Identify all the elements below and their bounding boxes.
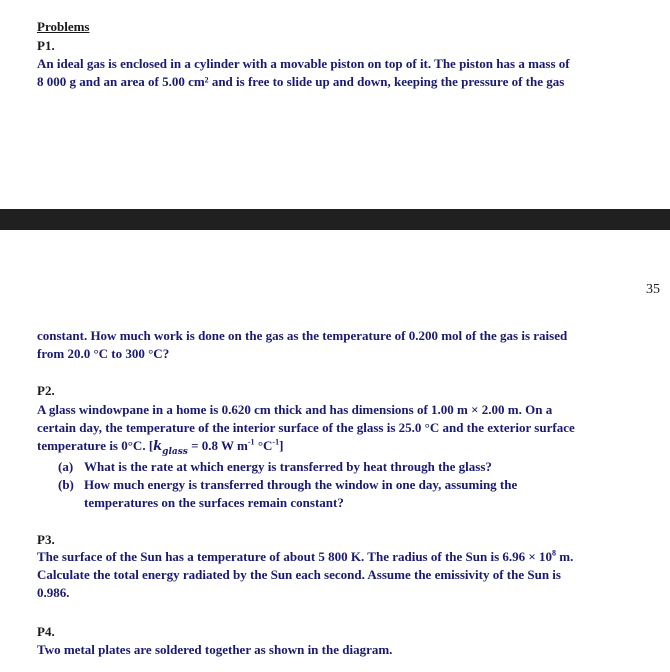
problem-text-p4: Two metal plates are soldered together as shown in the diagram.	[37, 642, 393, 657]
subquestion-text: How much energy is transferred through the window in one day, assuming the	[84, 477, 518, 492]
text-line: An ideal gas is enclosed in a cylinder with a movable piston on top of it. The piston has a mass of	[37, 56, 570, 71]
text-line: from 20.0 °C to 300 °C?	[37, 346, 170, 361]
text-line: Calculate the total energy radiated by the Sun each second. Assume the emissivity of the Sun is	[37, 567, 561, 582]
problem-text-p3	[37, 548, 659, 602]
problem-label-p1: P1.	[37, 38, 55, 53]
problem-text-p1	[37, 55, 657, 91]
text-line-with-exponent	[37, 548, 659, 566]
text-line: certain day, the temperature of the interior surface of the glass is 25.0 °C and the exterior surface	[37, 420, 575, 435]
text-line-with-formula	[37, 437, 659, 456]
problem-label-p2: P2.	[37, 383, 55, 398]
text-line: 8 000 g and an area of 5.00 cm² and is free to slide up and down, keeping the pressure of the gas	[37, 74, 565, 89]
problem-text-p2	[37, 401, 659, 456]
page-break-bar	[0, 209, 670, 230]
page-number: 35	[646, 282, 660, 297]
text-line: constant. How much work is done on the gas as the temperature of 0.200 mol of the gas is raised	[37, 328, 568, 343]
problem-label-p4: P4.	[37, 624, 55, 639]
subquestion-label: (b)	[58, 477, 74, 492]
exponent: -1	[247, 437, 255, 447]
k-subscript: glass	[162, 446, 188, 457]
text-segment: m.	[556, 549, 574, 564]
text-segment: = 0.8 W m	[187, 438, 248, 453]
subquestion-label: (a)	[58, 459, 74, 474]
k-symbol: k	[153, 439, 163, 454]
exponent: -1	[272, 437, 280, 447]
text-segment: °C	[254, 438, 273, 453]
text-segment: temperature is 0°C. [	[37, 438, 154, 453]
problem-text-p1-continued	[37, 327, 657, 363]
section-heading: Problems	[37, 19, 90, 34]
subquestion-text: What is the rate at which energy is transferred by heat through the glass?	[84, 459, 492, 474]
text-segment: ]	[279, 438, 284, 453]
text-line: A glass windowpane in a home is 0.620 cm thick and has dimensions of 1.00 m × 2.00 m. On a	[37, 402, 553, 417]
text-line: 0.986.	[37, 585, 70, 600]
subquestion-a	[58, 458, 648, 476]
exponent: 8	[552, 548, 557, 558]
subquestion-b-continued: temperatures on the surfaces remain constant?	[84, 495, 344, 510]
text-segment: The surface of the Sun has a temperature of about 5 800 K. The radius of the Sun is 6.96 × 10	[37, 549, 553, 564]
subquestion-b	[58, 476, 648, 494]
problem-label-p3: P3.	[37, 532, 55, 547]
